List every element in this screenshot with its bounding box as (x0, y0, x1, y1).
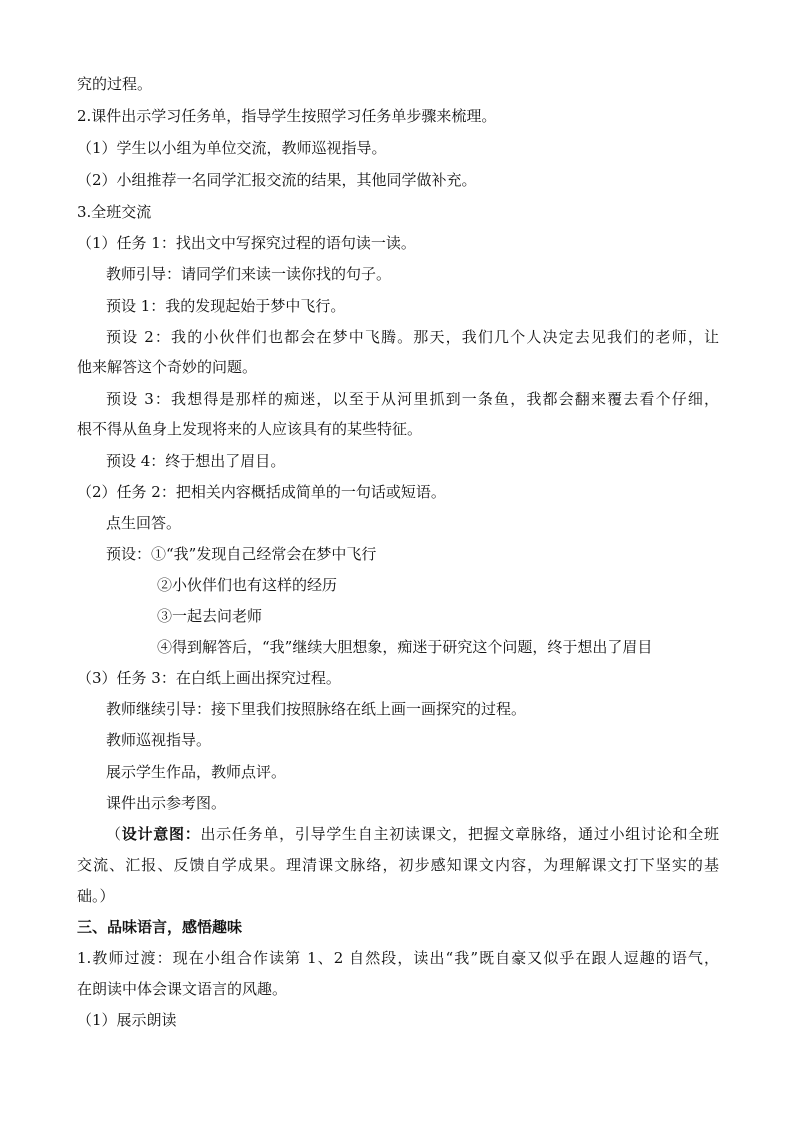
text-line: 础。） (77, 887, 115, 905)
text-line: 点生回答。 (106, 514, 182, 532)
text-line: （1）学生以小组为单位交流，教师巡视指导。 (77, 139, 387, 157)
text-line: （2）任务 2：把相关内容概括成简单的一句话或短语。 (77, 483, 446, 501)
text-line: 教师引导：请同学们来读一读你找的句子。 (106, 265, 392, 283)
text-line: ②小伙伴们也有这样的经历 (157, 576, 338, 594)
text-line: ④得到解答后，“我”继续大胆想象，痴迷于研究这个问题，终于想出了眉目 (157, 638, 653, 656)
text-line: 课件出示参考图。 (106, 794, 227, 812)
design-intent-line (106, 824, 719, 844)
text-line: （1）展示朗读 (77, 1011, 177, 1029)
text-line: 在朗读中体会课文语言的风趣。 (77, 980, 288, 998)
text-line: 1.教师过渡：现在小组合作读第 1、2 自然段，读出“我”既自豪又似乎在跟人逗趣的语气， (77, 949, 719, 967)
paren-open: （ (106, 825, 122, 843)
text-line: （2）小组推荐一名同学汇报交流的结果，其他同学做补充。 (77, 171, 477, 189)
text-line: 预设 3：我想得是那样的痴迷，以至于从河里抓到一条鱼，我都会翻来覆去看个仔细， (106, 390, 719, 408)
text-line: 根不得从鱼身上发现将来的人应该具有的某些特征。 (77, 420, 423, 438)
design-intent-text: 出示任务单，引导学生自主初读课文，把握文章脉络，通过小组讨论和全班 (200, 825, 719, 843)
text-line: 预设：①“我”发现自己经常会在梦中飞行 (106, 545, 377, 563)
text-line: 究的过程。 (77, 75, 153, 93)
text-line: 展示学生作品，教师点评。 (106, 763, 287, 781)
text-line: ③一起去问老师 (157, 607, 263, 625)
text-line: 交流、汇报、反馈自学成果。理清课文脉络，初步感知课文内容，为理解课文打下坚实的基 (77, 856, 719, 874)
design-intent-label: 设计意图： (121, 825, 201, 843)
text-line: 教师继续引导：接下里我们按照脉络在纸上画一画探究的过程。 (106, 700, 527, 718)
text-line: 他来解答这个奇妙的问题。 (77, 358, 258, 376)
section-heading: 3.全班交流 (77, 203, 152, 221)
text-line: 2.课件出示学习任务单，指导学生按照学习任务单步骤来梳理。 (77, 107, 497, 125)
text-line: （1）任务 1：找出文中写探究过程的语句读一读。 (77, 234, 416, 252)
text-line: 预设 1：我的发现起始于梦中飞行。 (106, 297, 346, 315)
text-line: 预设 4：终于想出了眉目。 (106, 452, 286, 470)
section-title: 三、品味语言，感悟趣味 (77, 918, 243, 936)
text-line: 教师巡视指导。 (106, 731, 212, 749)
text-line: 预设 2：我的小伙伴们也都会在梦中飞腾。那天，我们几个人决定去见我们的老师，让 (106, 328, 719, 346)
text-line: （3）任务 3：在白纸上画出探究过程。 (77, 669, 341, 687)
